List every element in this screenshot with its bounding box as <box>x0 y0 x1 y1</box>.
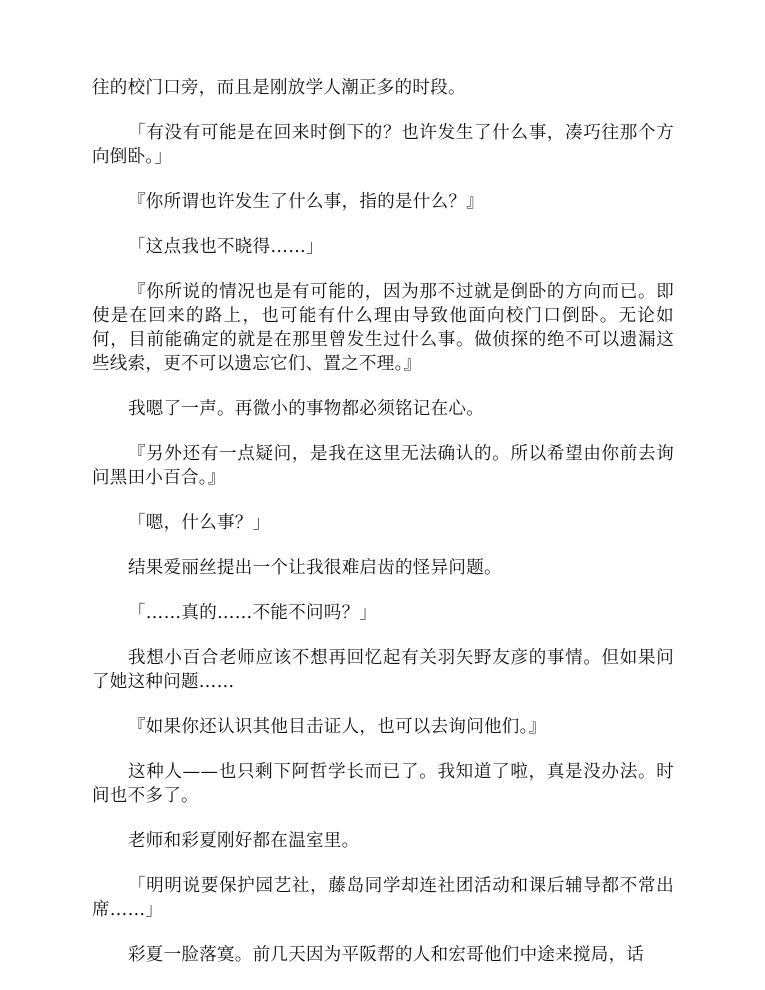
paragraph-11: 我想小百合老师应该不想再回忆起有关羽矢野友彦的事情。但如果问了她这种问题…… <box>92 648 674 692</box>
paragraph-4: 「这点我也不晓得……」 <box>128 237 324 257</box>
paragraph-10: 「……真的……不能不问吗？」 <box>128 603 378 623</box>
paragraph-7: 『另外还有一点疑问，是我在这里无法确认的。所以希望由你前去询问黑田小百合。』 <box>92 444 674 488</box>
paragraph-14: 老师和彩夏刚好都在温室里。 <box>128 831 360 851</box>
paragraph-6: 我嗯了一声。再微小的事物都必须铭记在心。 <box>128 399 484 419</box>
paragraph-1: 往的校门口旁，而且是刚放学人潮正多的时段。 <box>92 78 466 98</box>
paragraph-16: 彩夏一脸落寞。前几天因为平阪帮的人和宏哥他们中途来搅局，话 <box>128 945 645 965</box>
paragraph-3: 『你所谓也许发生了什么事，指的是什么？』 <box>128 192 484 212</box>
paragraph-9: 结果爱丽丝提出一个让我很难启齿的怪异问题。 <box>128 558 502 578</box>
paragraph-5: 『你所说的情况也是有可能的，因为那不过就是倒卧的方向而已。即使是在回来的路上，也可能有什么理由导致他面向校门口倒卧。无论如何，目前能确定的就是在那里曾发生过什么事。做侦探的绝不可以遗漏这些线索，更不可以遗忘它们、置之不理。』 <box>92 282 674 374</box>
paragraph-15: 「明明说要保护园艺社，藤岛同学却连社团活动和课后辅导都不常出席……」 <box>92 876 674 920</box>
paragraph-13: 这种人——也只剩下阿哲学长而已了。我知道了啦，真是没办法。时间也不多了。 <box>92 762 674 806</box>
paragraph-8: 「嗯，什么事？」 <box>128 513 271 533</box>
paragraph-12: 『如果你还认识其他目击证人，也可以去询问他们。』 <box>128 717 547 737</box>
paragraph-2: 「有没有可能是在回来时倒下的？也许发生了什么事，凑巧往那个方向倒卧。」 <box>92 123 674 167</box>
text-column <box>92 76 674 988</box>
